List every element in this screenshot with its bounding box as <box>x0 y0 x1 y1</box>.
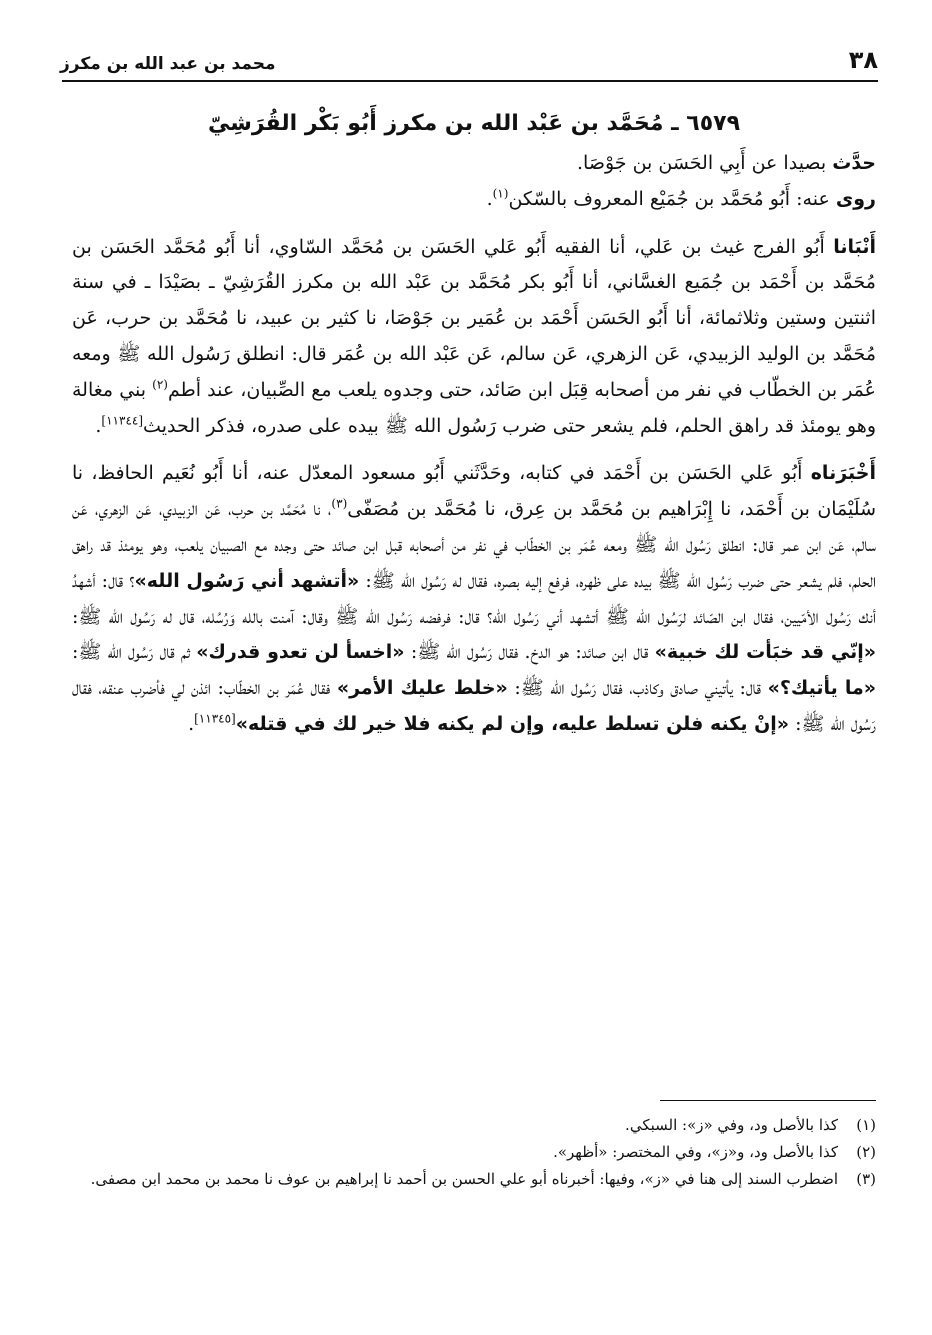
paragraph-narrators: روى عنه: أَبُو مُحَمَّد بن جُمَيْع المعروف بالسّكن$^{(١)}$. <box>486 186 876 210</box>
footnote-rule <box>660 1100 876 1101</box>
paragraph-text: بني مغالة وهو يومئذ قد راهق الحلم، فلم يشعر حتى ضرب رَسُول الله ﷺ بيده على صدره، فذكر الحديث <box>72 378 876 437</box>
paragraph-text: فقال عُمَر بن الخطّاب: ائذن لي فأضرب عنقه، فقال رَسُول الله ﷺ: <box>72 677 876 735</box>
footnote-marker-3[interactable]: (٣) <box>331 496 348 511</box>
prophet-quote: «أتشهد أني رَسُول الله» <box>134 569 360 592</box>
paragraph-narrated <box>72 146 876 182</box>
entry-title: ٦٥٧٩ ـ مُحَمَّد بن عَبْد الله بن مكرز أَبُو بَكْر القُرَشِيّ <box>207 111 741 136</box>
keyword-anbana: أَنْبَانا <box>833 235 876 258</box>
page-number: ٣٨ <box>848 46 878 74</box>
footnotes <box>72 1112 876 1193</box>
footnote-marker-2[interactable]: (٢) <box>152 377 168 392</box>
paragraph-isnad-1: أَنْبَانا أَبُو الفرج غيث بن عَلي، أنا الفقيه أَبُو عَلي الحَسَن بن مُحَمَّد السّاوي، أنا أَبُو مُحَمَّد الحَسَن بن مُحَمَّد بن أَحْمَد بن جُمَيع الغسَّاني، أنا أَبُو بكر مُحَمَّد بن عَبْد الله بن مكرز القُرَشِيّ ـ بصَيْدَا ـ في سنة اثنتين وستين وثلاثمائة، أنا أَبُو الحَسَن أَحْمَد بن عُمَير بن جَوْصَا، نا كثير بن عبيد، نا مُحَمَّد بن حرب، عَن مُحَمَّد بن الوليد الزبيدي، عَن الزهري، عَن سالم، عَن عَبْد الله بن عُمَر قال: انطلق رَسُول الله ﷺ ومعه عُمَر بن الخطّاب في نفر من أصحابه قِبَل ابن صَائد، حتى وجدوه يلعب مع الصِّبيان، عند أطم$^{(٢)}$ بني مغالة وهو يومئذ قد راهق الحلم، فلم يشعر حتى ضرب رَسُول الله ﷺ بيده على صدره، فذكر الحديث[١١٣٤٤]. <box>72 235 876 437</box>
footnote-text: اضطرب السند إلى هنا في «ز»، وفيها: أخبرناه أبو علي الحسن بن أحمد نا إبراهيم بن عوف نا محمد بن محمد ابن مصفى. <box>90 1170 838 1188</box>
prophet-quote: «إنّي قد خبَأت لك خبية» <box>654 641 876 664</box>
prophet-quote: «ما يأتيك؟» <box>767 677 877 700</box>
footnote-1 <box>72 1112 876 1139</box>
footnote-number: (٣) <box>856 1170 876 1188</box>
footnote-2 <box>72 1139 876 1166</box>
running-title: محمد بن عبد الله بن مكرز <box>60 54 276 74</box>
footnote-number: (١) <box>856 1116 876 1134</box>
main-text <box>72 104 876 743</box>
paragraph-text: ؟ قال: أشهدُ أنك رَسُول الأمّيين، فقال ابن الصّائد لرَسُول الله ﷺ أتشهد أني رَسُول الله؟ قال: فرفضه رَسُول الله ﷺ وقال: آمنت بالله وَرُسُله، قال له رَسُول الله ﷺ: <box>72 569 876 628</box>
paragraph-text: أَبُو الفرج غيث بن عَلي، أنا الفقيه أَبُو عَلي الحَسَن بن مُحَمَّد السّاوي، أنا أَبُو مُحَمَّد الحَسَن بن مُحَمَّد بن أَحْمَد بن جُمَيع الغسَّاني، أنا أَبُو بكر مُحَمَّد بن عَبْد الله بن مكرز القُرَشِيّ ـ بصَيْدَا ـ في سنة اثنتين وستين وثلاثمائة، أنا أَبُو الحَسَن أَحْمَد بن عُمَير بن جَوْصَا، نا كثير بن عبيد، نا مُحَمَّد بن حرب، عَن مُحَمَّد بن الوليد الزبيدي، عَن الزهري، عَن سالم، عَن عَبْد الله بن عُمَر قال: انطلق رَسُول الله ﷺ ومعه عُمَر بن الخطّاب في نفر من أصحابه قِبَل ابن صَائد، حتى وجدوه يلعب مع الصِّبيان، عند أطم <box>72 235 876 401</box>
paragraph-text: قال: يأتيني صادق وكاذب، فقال رَسُول الله ﷺ: <box>507 677 768 700</box>
prophet-quote: «اخسأ لن تعدو قدرك» <box>196 641 405 664</box>
footnote-text: كذا بالأصل ود، و«ز»، وفي المختصر: «أظهر». <box>553 1143 838 1161</box>
paragraph-text: ثم قال رَسُول الله ﷺ: <box>72 641 197 664</box>
paragraph-text: عنه: أَبُو مُحَمَّد بن جُمَيْع المعروف بالسّكن <box>508 187 836 210</box>
paragraph-text: ، نا مُحَمَّد بن حرب، عَن الزبيدي، عَن الزهري، عَن سالم، عَن ابن عمر قال: انطلق رَسُول الله ﷺ ومعه عُمَر بن الخطّاب في نفر من أصحابه قبل ابن صائد حتى وجده مع الصبيان يلعب، وهو يومئذ قد راهق الحلم، فلم يشعر حتى ضرب رَسُول الله ﷺ بيده على ظهره، فرفع إليه بصره، فقال له رَسُول الله ﷺ: <box>72 498 876 592</box>
footnote-marker-1[interactable]: (١) <box>492 186 509 201</box>
paragraph-text: أَبُو عَلي الحَسَن بن أَحْمَد في كتابه، وحَدَّثَني أَبُو مسعود المعدّل عنه، أنا أَبُو نُعَيم الحافظ، نا سُلَيْمَان بن أَحْمَد، نا إِبْرَاهيم بن مُحَمَّد بن عِرق، نا مُحَمَّد بن مُصَفّى <box>72 462 876 521</box>
footnote-3 <box>72 1166 876 1193</box>
page-header <box>60 34 878 74</box>
footnote-number: (٢) <box>856 1143 876 1161</box>
keyword-haddatha: حدَّث <box>832 152 876 174</box>
keyword-rawa: روى <box>835 187 876 210</box>
hadith-number: [١١٣٤٥] <box>194 711 236 726</box>
header-rule <box>62 80 878 82</box>
keyword-akhbarana: أَخْبَرَناه <box>810 462 876 485</box>
footnote-text: كذا بالأصل ود، وفي «ز»: السبكي. <box>625 1116 838 1134</box>
paragraph-isnad-2: أَخْبَرَناه أَبُو عَلي الحَسَن بن أَحْمَد في كتابه، وحَدَّثَني أَبُو مسعود المعدّل عنه، أنا أَبُو نُعَيم الحافظ، نا سُلَيْمَان بن أَحْمَد، نا إِبْرَاهيم بن مُحَمَّد بن عِرق، نا مُحَمَّد بن مُصَفّى$^{(٣)}$، نا مُحَمَّد بن حرب، عَن الزبيدي، عَن الزهري، عَن سالم، عَن ابن عمر قال: انطلق رَسُول الله ﷺ ومعه عُمَر بن الخطّاب في نفر من أصحابه قبل ابن صائد حتى وجده مع الصبيان يلعب، وهو يومئذ قد راهق الحلم، فلم يشعر حتى ضرب رَسُول الله ﷺ بيده على ظهره، فرفع إليه بصره، فقال له رَسُول الله ﷺ: «أتشهد أني رَسُول الله»؟ قال: أشهدُ أنك رَسُول الأمّيين، فقال ابن الصّائد لرَسُول الله ﷺ أتشهد أني رَسُول الله؟ قال: فرفضه رَسُول الله ﷺ وقال: آمنت بالله وَرُسُله، قال له رَسُول الله ﷺ: «إنّي قد خبَأت لك خبية» قال ابن صائد: هو الدخ. فقال رَسُول الله ﷺ: «اخسأ لن تعدو قدرك» ثم قال رَسُول الله ﷺ: «ما يأتيك؟» قال: يأتيني صادق وكاذب، فقال رَسُول الله ﷺ: «خلط عليك الأمر» فقال عُمَر بن الخطّاب: ائذن لي فأضرب عنقه، فقال رَسُول الله ﷺ: «إنْ يكنه فلن تسلط عليه، وإن لم يكنه فلا خير لك في قتله»[١١٣٤٥]. <box>72 462 877 735</box>
prophet-quote: «إنْ يكنه فلن تسلط عليه، وإن لم يكنه فلا خير لك في قتله» <box>235 712 790 735</box>
paragraph-text: قال ابن صائد: هو الدخ. فقال رَسُول الله ﷺ: <box>404 641 655 664</box>
hadith-number: [١١٣٤٤] <box>101 413 144 428</box>
paragraph-text: بصيدا عن أَبِي الحَسَن بن جَوْصَا. <box>577 152 833 174</box>
prophet-quote: «خلط عليك الأمر» <box>336 677 508 700</box>
